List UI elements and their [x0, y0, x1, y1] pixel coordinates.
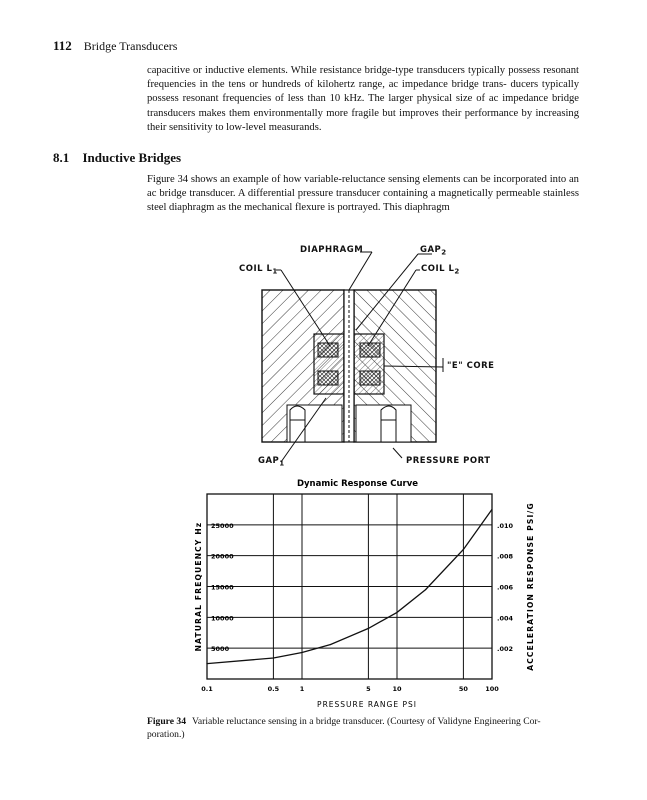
right-port-boss [381, 406, 396, 420]
chart-title: Dynamic Response Curve [296, 479, 419, 489]
label-coil2-sub: 2 [454, 266, 460, 276]
coil-l1-upper [318, 343, 338, 357]
y-tick-label: 10000 [211, 614, 234, 623]
label-coil1-text: COIL L [239, 264, 273, 274]
data-point [425, 589, 426, 590]
x-tick-label: 50 [458, 685, 468, 693]
coil-l2-upper [360, 343, 380, 357]
y-tick-label: 5000 [211, 645, 230, 654]
figure-caption [147, 716, 579, 741]
coil-l2-lower [360, 371, 380, 385]
label-coil1 [239, 264, 278, 276]
text-line: resonant frequencies in the tens or hundreds of kilohertz range, ac impedance bridge trans- [147, 65, 579, 91]
data-point [330, 644, 331, 645]
x-axis-label: PRESSURE RANGE PSI [317, 700, 417, 709]
data-point [273, 657, 274, 658]
label-diaphragm: DIAPHRAGM [300, 245, 364, 255]
label-gap1-sub: 1 [279, 458, 285, 468]
label-gap1-text: GAP [258, 456, 280, 466]
label-gap2-text: GAP [420, 245, 442, 255]
data-point [491, 509, 492, 510]
section-title: Inductive Bridges [82, 150, 182, 165]
caption-text-cont: poration.) [147, 728, 185, 740]
data-point [368, 628, 369, 629]
left-port-boss [290, 406, 305, 420]
text-line: capacitive or inductive elements. While resistance bridge-type transducers typically possess [147, 65, 540, 76]
y-tick-label: 15000 [211, 583, 234, 592]
coil-l1-lower [318, 371, 338, 385]
running-title: Bridge Transducers [83, 39, 178, 53]
label-coil2-text: COIL L [421, 264, 455, 274]
label-gap2-sub: 2 [441, 247, 447, 257]
y-tick-label: 20000 [211, 552, 234, 561]
text-line: ducers typically possess resonant frequencies of less than 10 kHz. The larger physical size [147, 79, 579, 105]
label-gap1 [258, 456, 285, 468]
label-pressure-port: PRESSURE PORT [406, 456, 491, 466]
data-point [396, 612, 397, 613]
dynamic-response-chart [0, 470, 647, 715]
text-line: permeable stainless steel diaphragm as the mechanical flexure is portrayed. This diaphragm [147, 188, 579, 214]
data-point [301, 652, 302, 653]
label-gap2 [420, 245, 447, 257]
text-line: their performance by increasing their sensitivity to low-level measurands. [147, 107, 580, 133]
x-tick-label: 1 [299, 685, 305, 693]
y-axis-label: NATURAL FREQUENCY Hz [194, 521, 203, 652]
label-coil1-sub: 1 [272, 266, 278, 276]
page-number: 112 [53, 38, 72, 53]
caption-label: Figure 34 [147, 716, 186, 727]
caption-text: Variable reluctance sensing in a bridge transducer. (Courtesy of Validyne Engineering Cor- [192, 716, 541, 727]
y2-tick-label: .004 [497, 614, 514, 623]
data-point [206, 663, 207, 664]
x-tick-label: 5 [366, 685, 371, 693]
data-point [463, 549, 464, 550]
y-tick-label: 25000 [211, 521, 234, 530]
y2-tick-label: .010 [497, 521, 514, 530]
y2-tick-label: .008 [497, 552, 514, 561]
x-tick-label: 10 [392, 685, 402, 693]
section-number: 8.1 [53, 150, 70, 165]
y2-tick-label: .002 [497, 645, 514, 654]
text-line: into an ac bridge transducer. A differential pressure transducer containing a magnetically [147, 174, 579, 200]
x-tick-label: 100 [485, 685, 499, 693]
y2-axis-label: ACCELERATION RESPONSE PSI/G [526, 502, 535, 671]
label-e-core: "E" CORE [447, 361, 495, 371]
text-line: of ac impedance bridge transducers makes them environmentally more fragile but improves [147, 93, 580, 119]
text-line: Figure 34 shows an example of how variable-reluctance sensing elements can be incorporated [147, 174, 547, 185]
label-coil2 [421, 264, 460, 276]
y2-tick-label: .006 [497, 583, 514, 592]
x-tick-label: 0.1 [201, 685, 213, 693]
x-tick-label: 0.5 [267, 685, 280, 693]
